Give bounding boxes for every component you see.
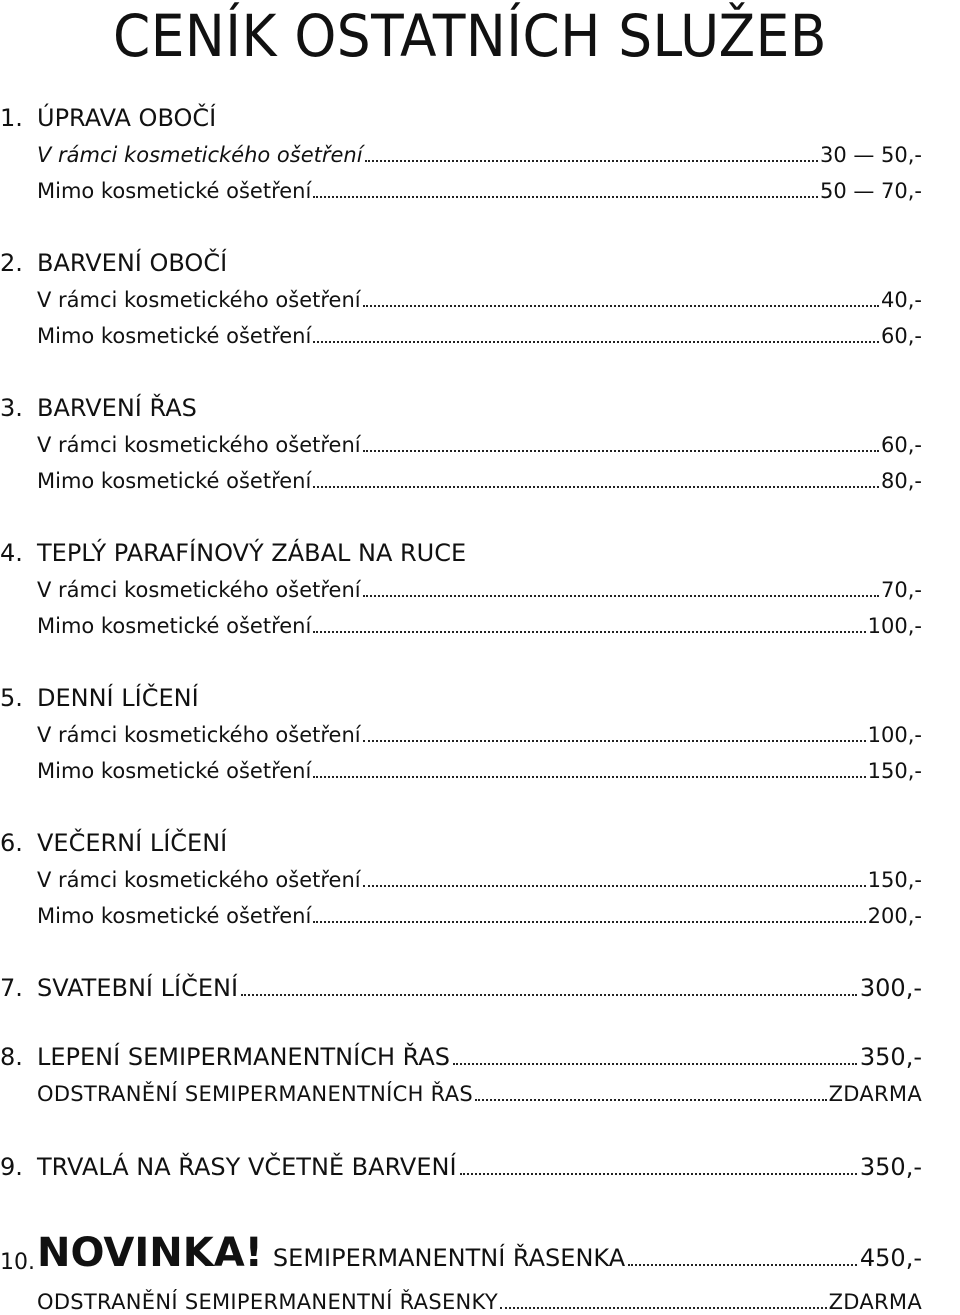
price-value: 50 — 70,- xyxy=(819,179,922,203)
dot-leader xyxy=(363,740,866,742)
service-number: 4. xyxy=(0,539,23,567)
price-row xyxy=(37,723,922,747)
price-row-label: V rámci kosmetického ošetření xyxy=(37,143,363,167)
dot-leader xyxy=(363,450,879,452)
price-value: 60,- xyxy=(881,324,922,348)
price-value: 150,- xyxy=(867,868,922,892)
price-value: ZDARMA xyxy=(828,1290,922,1314)
price-value: 300,- xyxy=(859,974,922,1002)
service-name: BARVENÍ OBOČÍ xyxy=(37,249,228,277)
price-row-label: Mimo kosmetické ošetření xyxy=(37,324,312,348)
dot-leader xyxy=(313,921,865,923)
price-row xyxy=(37,614,922,638)
price-row-label: Mimo kosmetické ošetření xyxy=(37,179,312,203)
dot-leader xyxy=(365,160,818,162)
service-name: TEPLÝ PARAFÍNOVÝ ZÁBAL NA RUCE xyxy=(37,539,467,567)
price-row-label: Mimo kosmetické ošetření xyxy=(37,759,312,783)
dot-leader xyxy=(363,595,879,597)
service-name: BARVENÍ ŘAS xyxy=(37,394,197,422)
price-row-label: V rámci kosmetického ošetření xyxy=(37,288,361,312)
price-row-label: ODSTRANĚNÍ SEMIPERMANENTNÍ ŘASENKY xyxy=(37,1290,498,1314)
service-line xyxy=(37,974,922,1002)
price-row xyxy=(37,759,922,783)
novinka-highlight: NOVINKA! xyxy=(37,1230,263,1276)
dot-leader xyxy=(363,885,866,887)
price-row-label: V rámci kosmetického ošetření xyxy=(37,578,361,602)
price-row-label: Mimo kosmetické ošetření xyxy=(37,469,312,493)
price-value: 350,- xyxy=(859,1043,922,1071)
service-number: 5. xyxy=(0,684,23,712)
price-row xyxy=(37,288,922,312)
price-row-label: V rámci kosmetického ošetření xyxy=(37,868,361,892)
service-name: DENNÍ LÍČENÍ xyxy=(37,684,199,712)
service-number: 7. xyxy=(0,974,23,1002)
service-number: 9. xyxy=(0,1153,23,1181)
price-value: 200,- xyxy=(867,904,922,928)
price-row xyxy=(37,469,922,493)
service-name: TRVALÁ NA ŘASY VČETNĚ BARVENÍ xyxy=(37,1153,457,1181)
price-value: 100,- xyxy=(867,614,922,638)
dot-leader xyxy=(363,305,879,307)
price-value: 70,- xyxy=(881,578,922,602)
service-name: SEMIPERMANENTNÍ ŘASENKA xyxy=(272,1244,626,1272)
price-row xyxy=(37,324,922,348)
price-row xyxy=(37,868,922,892)
service-number: 1. xyxy=(0,104,23,132)
price-row xyxy=(37,904,922,928)
service-number: 10. xyxy=(0,1250,35,1275)
price-row-label: ODSTRANĚNÍ SEMIPERMANENTNÍCH ŘAS xyxy=(37,1082,474,1106)
service-number: 3. xyxy=(0,394,23,422)
dot-leader xyxy=(453,1063,857,1065)
price-value: ZDARMA xyxy=(828,1082,922,1106)
price-row-label: V rámci kosmetického ošetření xyxy=(37,433,361,457)
price-row xyxy=(37,143,922,167)
dot-leader xyxy=(241,994,857,996)
price-value: 60,- xyxy=(881,433,922,457)
price-value: 450,- xyxy=(859,1244,922,1272)
dot-leader xyxy=(475,1099,827,1101)
price-value: 150,- xyxy=(867,759,922,783)
dot-leader xyxy=(313,486,879,488)
price-row-label: V rámci kosmetického ošetření xyxy=(37,723,361,747)
price-row xyxy=(37,578,922,602)
dot-leader xyxy=(313,341,879,343)
service-number: 8. xyxy=(0,1043,23,1071)
service-number: 2. xyxy=(0,249,23,277)
price-row xyxy=(37,1082,922,1106)
page-title: CENÍK OSTATNÍCH SLUŽEB xyxy=(113,2,827,70)
price-row xyxy=(37,433,922,457)
dot-leader xyxy=(460,1173,857,1175)
service-name: LEPENÍ SEMIPERMANENTNÍCH ŘAS xyxy=(37,1043,451,1071)
service-name: SVATEBNÍ LÍČENÍ xyxy=(37,974,239,1002)
price-value: 80,- xyxy=(881,469,922,493)
service-name: VEČERNÍ LÍČENÍ xyxy=(37,829,228,857)
price-value: 350,- xyxy=(859,1153,922,1181)
dot-leader xyxy=(313,196,818,198)
price-value: 40,- xyxy=(881,288,922,312)
service-name: ÚPRAVA OBOČÍ xyxy=(37,104,217,132)
service-line xyxy=(37,1043,922,1071)
dot-leader xyxy=(313,776,865,778)
price-row xyxy=(37,1290,922,1314)
price-row xyxy=(37,179,922,203)
price-value: 30 — 50,- xyxy=(819,143,922,167)
price-row-label: Mimo kosmetické ošetření xyxy=(37,904,312,928)
dot-leader xyxy=(500,1307,827,1309)
service-number: 6. xyxy=(0,829,23,857)
dot-leader xyxy=(313,631,865,633)
price-value: 100,- xyxy=(867,723,922,747)
service-line xyxy=(37,1230,922,1276)
price-row-label: Mimo kosmetické ošetření xyxy=(37,614,312,638)
dot-leader xyxy=(628,1264,857,1266)
service-line xyxy=(37,1153,922,1181)
